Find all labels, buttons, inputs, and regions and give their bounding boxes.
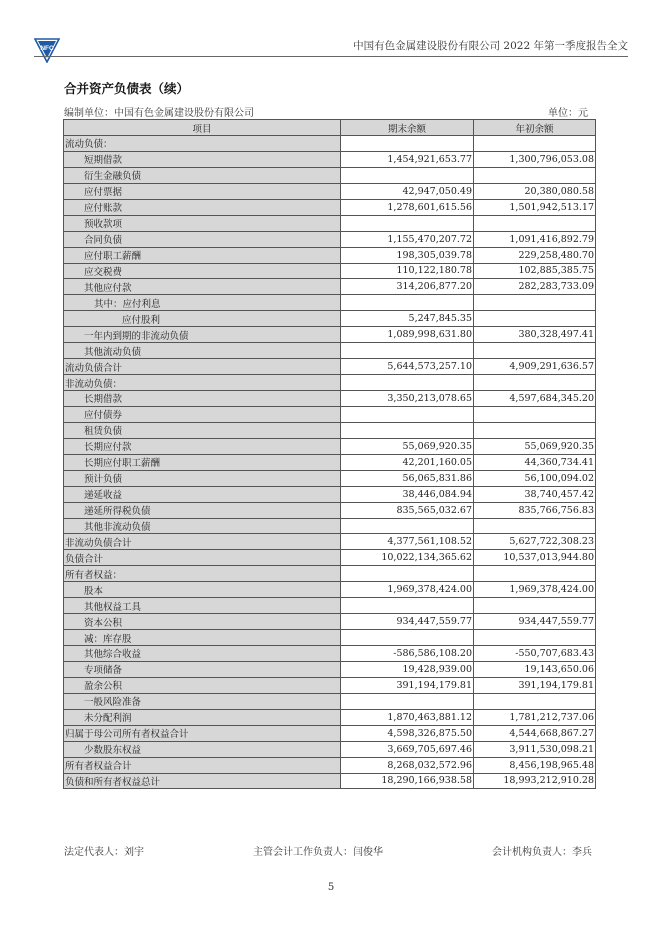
row-year-begin-value: 8,456,198,965.48 bbox=[474, 757, 596, 773]
row-year-begin-value bbox=[474, 693, 596, 709]
row-item-label: 合同负债 bbox=[64, 231, 341, 247]
row-item-label: 递延所得税负债 bbox=[64, 502, 341, 518]
row-item-label: 专项储备 bbox=[64, 661, 341, 677]
table-row bbox=[64, 215, 596, 231]
row-year-begin-value: 20,380,080.58 bbox=[474, 183, 596, 199]
row-period-end-value: 42,947,050.49 bbox=[341, 183, 474, 199]
row-year-begin-value bbox=[474, 518, 596, 534]
row-year-begin-value: 1,300,796,053.08 bbox=[474, 151, 596, 167]
row-item-label: 其他综合收益 bbox=[64, 646, 341, 662]
row-period-end-value: 1,969,378,424.00 bbox=[341, 582, 474, 598]
row-period-end-value bbox=[341, 630, 474, 646]
row-year-begin-value: 835,766,756.83 bbox=[474, 502, 596, 518]
row-year-begin-value bbox=[474, 598, 596, 614]
table-row bbox=[64, 359, 596, 375]
table-row bbox=[64, 709, 596, 725]
row-item-label: 长期应付款 bbox=[64, 438, 341, 454]
table-row bbox=[64, 438, 596, 454]
table-row bbox=[64, 661, 596, 677]
table-row bbox=[64, 470, 596, 486]
table-row bbox=[64, 646, 596, 662]
row-period-end-value: 42,201,160.05 bbox=[341, 454, 474, 470]
row-item-label: 减：库存股 bbox=[64, 630, 341, 646]
accounting-org-head: 会计机构负责人：李兵 bbox=[492, 847, 592, 858]
row-year-begin-value bbox=[474, 630, 596, 646]
table-row bbox=[64, 534, 596, 550]
row-item-label: 租赁负债 bbox=[64, 422, 341, 438]
row-year-begin-value bbox=[474, 167, 596, 183]
row-year-begin-value: 229,258,480.70 bbox=[474, 247, 596, 263]
row-period-end-value bbox=[341, 422, 474, 438]
table-row bbox=[64, 693, 596, 709]
row-year-begin-value: 3,911,530,098.21 bbox=[474, 741, 596, 757]
row-item-label: 负债合计 bbox=[64, 550, 341, 566]
row-period-end-value: 38,446,084.94 bbox=[341, 486, 474, 502]
row-year-begin-value: 1,501,942,513.17 bbox=[474, 199, 596, 215]
report-header-title: 中国有色金属建设股份有限公司 2022 年第一季度报告全文 bbox=[353, 40, 628, 52]
row-year-begin-value: 1,969,378,424.00 bbox=[474, 582, 596, 598]
table-row bbox=[64, 757, 596, 773]
table-row bbox=[64, 550, 596, 566]
row-period-end-value bbox=[341, 295, 474, 311]
row-period-end-value: 4,377,561,108.52 bbox=[341, 534, 474, 550]
row-item-label: 一般风险准备 bbox=[64, 693, 341, 709]
table-row bbox=[64, 486, 596, 502]
row-item-label: 预计负债 bbox=[64, 470, 341, 486]
row-period-end-value: 56,065,831.86 bbox=[341, 470, 474, 486]
row-item-label: 应付职工薪酬 bbox=[64, 247, 341, 263]
row-item-label: 衍生金融负债 bbox=[64, 167, 341, 183]
row-item-label: 其他权益工具 bbox=[64, 598, 341, 614]
row-period-end-value bbox=[341, 693, 474, 709]
table-row bbox=[64, 279, 596, 295]
row-year-begin-value: 5,627,722,308.23 bbox=[474, 534, 596, 550]
row-period-end-value: 19,428,939.00 bbox=[341, 661, 474, 677]
row-period-end-value bbox=[341, 215, 474, 231]
row-period-end-value: 1,870,463,881.12 bbox=[341, 709, 474, 725]
row-item-label: 股本 bbox=[64, 582, 341, 598]
row-item-label: 归属于母公司所有者权益合计 bbox=[64, 725, 341, 741]
row-item-label: 盈余公积 bbox=[64, 677, 341, 693]
table-row bbox=[64, 502, 596, 518]
row-period-end-value: 5,644,573,257.10 bbox=[341, 359, 474, 375]
header-divider bbox=[34, 56, 628, 57]
row-period-end-value: 314,206,877.20 bbox=[341, 279, 474, 295]
row-item-label: 负债和所有者权益总计 bbox=[64, 773, 341, 789]
row-period-end-value: -586,586,108.20 bbox=[341, 646, 474, 662]
table-row bbox=[64, 454, 596, 470]
row-year-begin-value bbox=[474, 311, 596, 327]
table-row bbox=[64, 151, 596, 167]
row-year-begin-value: 4,909,291,636.57 bbox=[474, 359, 596, 375]
table-row bbox=[64, 231, 596, 247]
row-year-begin-value bbox=[474, 566, 596, 582]
logo-text: NFC bbox=[40, 45, 54, 52]
unit-label: 单位：元 bbox=[548, 108, 588, 119]
row-period-end-value bbox=[341, 343, 474, 359]
row-item-label: 应付股利 bbox=[64, 311, 341, 327]
row-period-end-value: 1,454,921,653.77 bbox=[341, 151, 474, 167]
row-period-end-value: 1,278,601,615.56 bbox=[341, 199, 474, 215]
table-row bbox=[64, 582, 596, 598]
row-period-end-value: 1,089,998,631.80 bbox=[341, 327, 474, 343]
row-item-label: 非流动负债合计 bbox=[64, 534, 341, 550]
row-item-label: 递延收益 bbox=[64, 486, 341, 502]
row-year-begin-value bbox=[474, 406, 596, 422]
row-item-label: 应付票据 bbox=[64, 183, 341, 199]
page-number: 5 bbox=[327, 882, 335, 893]
table-header-row bbox=[64, 120, 596, 136]
row-item-label: 其他非流动负债 bbox=[64, 518, 341, 534]
row-year-begin-value: -550,707,683.43 bbox=[474, 646, 596, 662]
row-period-end-value: 198,305,039.78 bbox=[341, 247, 474, 263]
table-row bbox=[64, 422, 596, 438]
row-period-end-value bbox=[341, 375, 474, 391]
row-item-label: 所有者权益： bbox=[64, 566, 341, 582]
row-item-label: 资本公积 bbox=[64, 614, 341, 630]
row-item-label: 预收款项 bbox=[64, 215, 341, 231]
row-period-end-value bbox=[341, 518, 474, 534]
row-period-end-value bbox=[341, 136, 474, 152]
table-row bbox=[64, 167, 596, 183]
row-period-end-value: 8,268,032,572.96 bbox=[341, 757, 474, 773]
row-item-label: 所有者权益合计 bbox=[64, 757, 341, 773]
table-row bbox=[64, 566, 596, 582]
row-period-end-value: 5,247,845.35 bbox=[341, 311, 474, 327]
table-row bbox=[64, 614, 596, 630]
row-period-end-value: 18,290,166,938.58 bbox=[341, 773, 474, 789]
row-item-label: 未分配利润 bbox=[64, 709, 341, 725]
table-row bbox=[64, 598, 596, 614]
row-year-begin-value: 19,143,650.06 bbox=[474, 661, 596, 677]
compiler-label: 编制单位：中国有色金属建设股份有限公司 bbox=[64, 108, 254, 119]
table-row bbox=[64, 199, 596, 215]
row-period-end-value bbox=[341, 598, 474, 614]
row-item-label: 应付账款 bbox=[64, 199, 341, 215]
table-row bbox=[64, 773, 596, 789]
table-row bbox=[64, 136, 596, 152]
table-row bbox=[64, 263, 596, 279]
table-row bbox=[64, 375, 596, 391]
table-row bbox=[64, 630, 596, 646]
row-period-end-value bbox=[341, 167, 474, 183]
row-year-begin-value: 4,597,684,345.20 bbox=[474, 391, 596, 407]
row-period-end-value: 835,565,032.67 bbox=[341, 502, 474, 518]
row-period-end-value: 391,194,179.81 bbox=[341, 677, 474, 693]
row-year-begin-value: 10,537,013,944.80 bbox=[474, 550, 596, 566]
row-year-begin-value bbox=[474, 215, 596, 231]
table-row bbox=[64, 741, 596, 757]
row-item-label: 其他应付款 bbox=[64, 279, 341, 295]
row-year-begin-value: 38,740,457.42 bbox=[474, 486, 596, 502]
row-period-end-value: 55,069,920.35 bbox=[341, 438, 474, 454]
table-row bbox=[64, 406, 596, 422]
accounting-head: 主管会计工作负责人：闫俊华 bbox=[253, 847, 383, 858]
table-row bbox=[64, 311, 596, 327]
table-row bbox=[64, 295, 596, 311]
row-period-end-value: 1,155,470,207.72 bbox=[341, 231, 474, 247]
row-item-label: 长期借款 bbox=[64, 391, 341, 407]
row-year-begin-value: 282,283,733.09 bbox=[474, 279, 596, 295]
row-year-begin-value bbox=[474, 295, 596, 311]
row-item-label: 其他流动负债 bbox=[64, 343, 341, 359]
row-year-begin-value: 55,069,920.35 bbox=[474, 438, 596, 454]
row-year-begin-value: 1,781,212,737.06 bbox=[474, 709, 596, 725]
table-row bbox=[64, 391, 596, 407]
table-row bbox=[64, 343, 596, 359]
row-year-begin-value: 56,100,094.02 bbox=[474, 470, 596, 486]
table-row bbox=[64, 677, 596, 693]
row-year-begin-value: 1,091,416,892.79 bbox=[474, 231, 596, 247]
table-row bbox=[64, 247, 596, 263]
table-row bbox=[64, 725, 596, 741]
nfc-logo bbox=[34, 37, 60, 63]
row-year-begin-value bbox=[474, 375, 596, 391]
table-body bbox=[64, 136, 596, 789]
row-year-begin-value bbox=[474, 422, 596, 438]
row-item-label: 少数股东权益 bbox=[64, 741, 341, 757]
row-period-end-value: 3,350,213,078.65 bbox=[341, 391, 474, 407]
row-item-label: 流动负债： bbox=[64, 136, 341, 152]
row-period-end-value: 110,122,180.78 bbox=[341, 263, 474, 279]
row-period-end-value: 10,022,134,365.62 bbox=[341, 550, 474, 566]
row-item-label: 短期借款 bbox=[64, 151, 341, 167]
row-item-label: 应交税费 bbox=[64, 263, 341, 279]
legal-representative: 法定代表人：刘宇 bbox=[64, 847, 144, 858]
header-period-end: 期末余额 bbox=[341, 120, 474, 136]
row-year-begin-value bbox=[474, 136, 596, 152]
row-item-label: 一年内到期的非流动负债 bbox=[64, 327, 341, 343]
row-year-begin-value: 18,993,212,910.28 bbox=[474, 773, 596, 789]
row-period-end-value bbox=[341, 566, 474, 582]
row-period-end-value: 4,598,326,875.50 bbox=[341, 725, 474, 741]
row-year-begin-value: 391,194,179.81 bbox=[474, 677, 596, 693]
row-item-label: 应付债券 bbox=[64, 406, 341, 422]
row-item-label: 长期应付职工薪酬 bbox=[64, 454, 341, 470]
row-item-label: 其中：应付利息 bbox=[64, 295, 341, 311]
row-period-end-value: 3,669,705,697.46 bbox=[341, 741, 474, 757]
row-year-begin-value: 4,544,668,867.27 bbox=[474, 725, 596, 741]
row-year-begin-value: 44,360,734.41 bbox=[474, 454, 596, 470]
page-title: 合并资产负债表（续） bbox=[64, 81, 190, 96]
balance-sheet-table bbox=[63, 119, 596, 789]
row-year-begin-value: 934,447,559.77 bbox=[474, 614, 596, 630]
row-year-begin-value bbox=[474, 343, 596, 359]
table-row bbox=[64, 518, 596, 534]
header-item: 项目 bbox=[64, 120, 341, 136]
row-year-begin-value: 102,885,385.75 bbox=[474, 263, 596, 279]
row-period-end-value: 934,447,559.77 bbox=[341, 614, 474, 630]
header-year-begin: 年初余额 bbox=[474, 120, 596, 136]
row-item-label: 流动负债合计 bbox=[64, 359, 341, 375]
table-row bbox=[64, 183, 596, 199]
table-row bbox=[64, 327, 596, 343]
row-year-begin-value: 380,328,497.41 bbox=[474, 327, 596, 343]
row-period-end-value bbox=[341, 406, 474, 422]
row-item-label: 非流动负债： bbox=[64, 375, 341, 391]
